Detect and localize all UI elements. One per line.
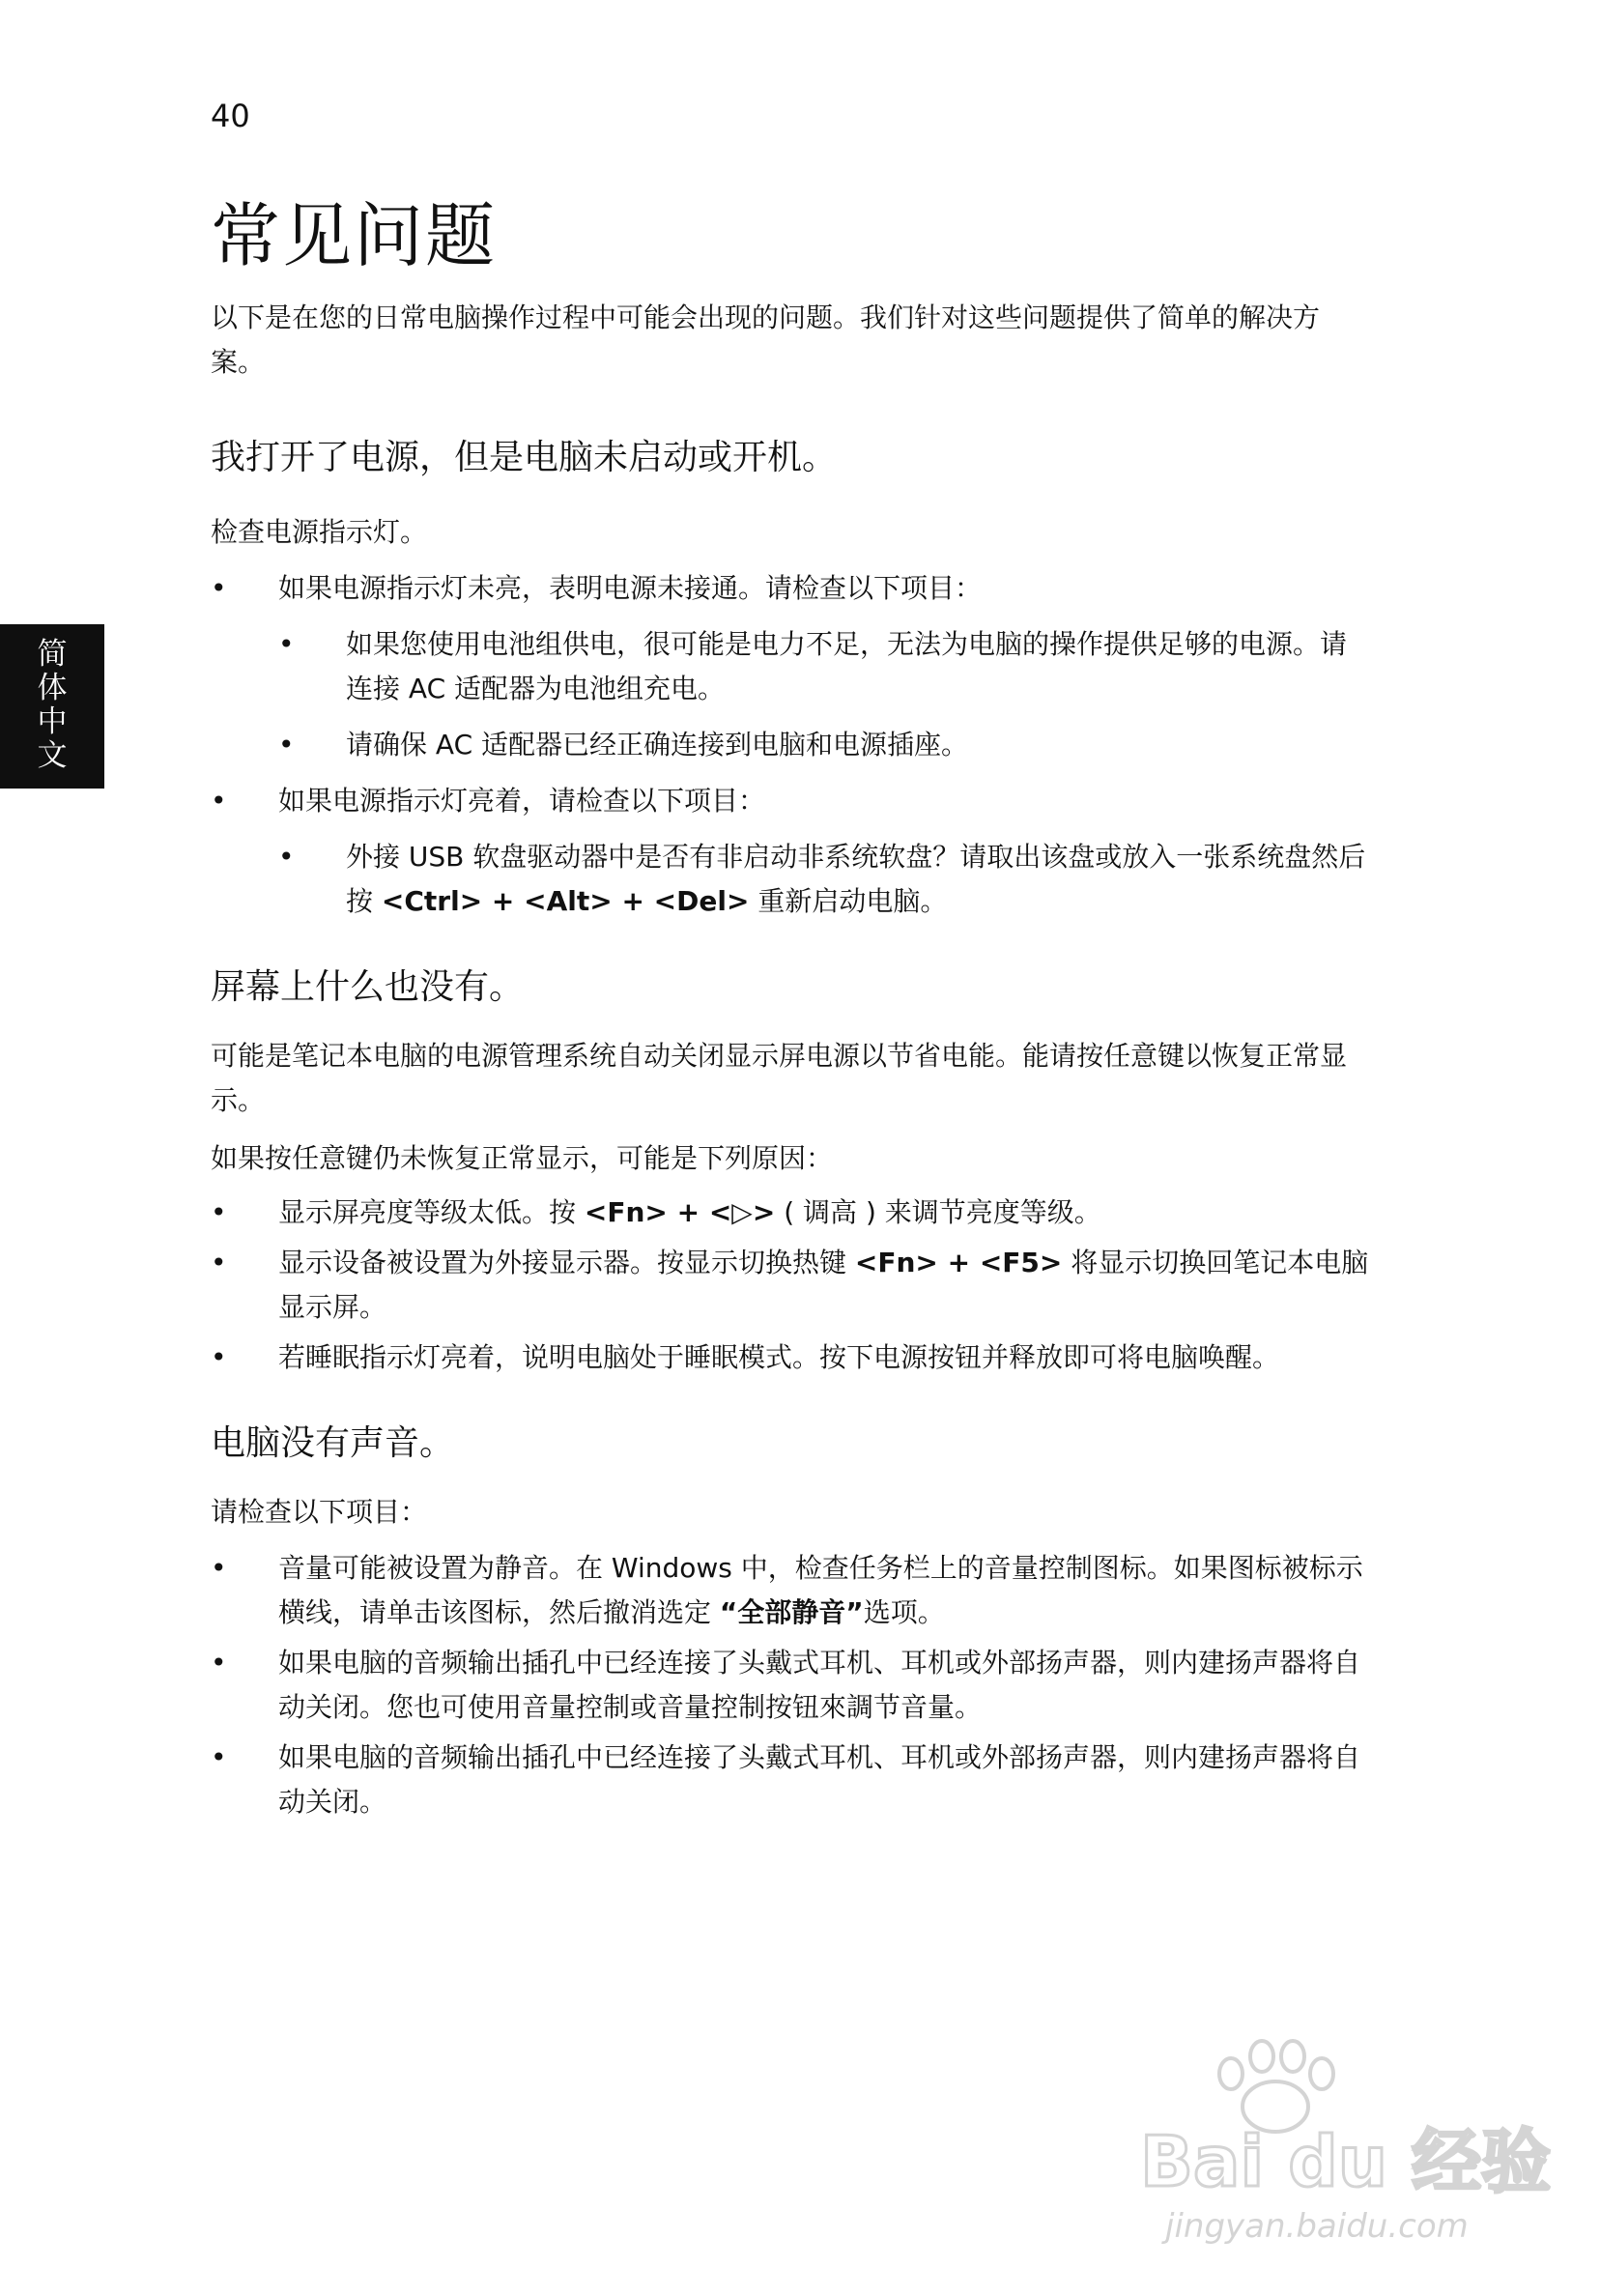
bullet-icon: • bbox=[211, 785, 227, 817]
list-item-text: 如果您使用电池组供电，很可能是电力不足，无法为电脑的操作提供足够的电源。请连接 AC 适配器为电池组充电。 bbox=[346, 628, 1348, 704]
list-item-text: 显示设备被设置为外接显示器。按显示切换热键 bbox=[278, 1247, 855, 1278]
sub-list-item bbox=[278, 723, 1370, 767]
bullet-icon: • bbox=[211, 1552, 227, 1584]
list-item-text: 选项。 bbox=[863, 1596, 945, 1628]
paw-logo-icon bbox=[1219, 2041, 1333, 2132]
bullet-icon: • bbox=[211, 1647, 227, 1679]
section-blank-screen-list bbox=[211, 1191, 1370, 1380]
bullet-icon: • bbox=[211, 1741, 227, 1773]
list-item bbox=[211, 1191, 1370, 1235]
language-side-tab-label: 简体中文 bbox=[37, 637, 68, 773]
list-item bbox=[211, 1335, 1370, 1380]
key-combo: <Fn> + <F5> bbox=[854, 1247, 1063, 1278]
sub-list-item bbox=[278, 835, 1370, 924]
list-item-text: 外接 USB 软盘驱动器中是否有非启动非系统软盘？请取出该盘或放入一张系统盘然后按 bbox=[346, 841, 1366, 917]
list-item-text: ( 调高 ) 来调节亮度等级。 bbox=[775, 1196, 1101, 1228]
page-title: 常见问题 bbox=[211, 195, 498, 276]
list-item-text: 如果电脑的音频输出插孔中已经连接了头戴式耳机、耳机或外部扬声器，则内建扬声器将自动关闭。 bbox=[278, 1741, 1361, 1818]
section-no-sound-list bbox=[211, 1546, 1370, 1824]
main-content bbox=[211, 189, 1370, 1824]
watermark-url: jingyan.baidu.com bbox=[1165, 2207, 1469, 2246]
list-item-text: 音量可能被设置为静音。在 Windows 中，检查任务栏上的音量控制图标。如果图标被标示横线，请单击该图标，然后撤消选定 bbox=[278, 1552, 1363, 1628]
watermark-brand: Bai du 经验 bbox=[1140, 2121, 1552, 2202]
bullet-icon: • bbox=[278, 729, 295, 761]
section-blank-screen-para: 如果按任意键仍未恢复正常显示，可能是下列原因： bbox=[211, 1142, 834, 1174]
sub-list-item bbox=[278, 622, 1370, 711]
bullet-icon: • bbox=[278, 628, 295, 660]
section-heading-no-sound: 电脑没有声音。 bbox=[211, 1423, 455, 1463]
list-item-text: 重新启动电脑。 bbox=[749, 885, 948, 917]
bullet-icon: • bbox=[278, 841, 295, 873]
language-side-tab bbox=[0, 624, 104, 789]
list-item-text: 请确保 AC 适配器已经正确连接到电脑和电源插座。 bbox=[346, 729, 969, 761]
section-heading-power: 我打开了电源，但是电脑未启动或开机。 bbox=[211, 438, 838, 477]
list-item bbox=[211, 779, 1370, 823]
bullet-icon: • bbox=[211, 1196, 227, 1228]
list-item-text: 如果电源指示灯亮着，请检查以下项目： bbox=[278, 785, 766, 817]
list-item-text: 将显示切换回笔记本电脑显示屏。 bbox=[278, 1247, 1369, 1323]
list-item-text: 如果电源指示灯未亮，表明电源未接通。请检查以下项目： bbox=[278, 572, 983, 604]
key-combo: <Fn> + <▷> bbox=[584, 1196, 776, 1228]
list-item bbox=[211, 566, 1370, 611]
list-item-text: 如果电脑的音频输出插孔中已经连接了头戴式耳机、耳机或外部扬声器，则内建扬声器将自动关闭。您也可使用音量控制或音量控制按钮來調节音量。 bbox=[278, 1647, 1361, 1723]
bullet-icon: • bbox=[211, 572, 227, 604]
baidu-jingyan-watermark bbox=[1130, 2039, 1556, 2252]
section-blank-screen-para: 可能是笔记本电脑的电源管理系统自动关闭显示屏电源以节省电能。能请按任意键以恢复正常显示。 bbox=[211, 1040, 1348, 1116]
key-combo: <Ctrl> + <Alt> + <Del> bbox=[381, 885, 750, 917]
list-item bbox=[211, 1241, 1370, 1330]
section-power-list bbox=[211, 566, 1370, 924]
section-power-lead: 检查电源指示灯。 bbox=[211, 516, 428, 548]
section-no-sound-lead: 请检查以下项目： bbox=[211, 1496, 428, 1528]
intro-paragraph: 以下是在您的日常电脑操作过程中可能会出现的问题。我们针对这些问题提供了简单的解决方案。 bbox=[211, 301, 1321, 378]
page-number: 40 bbox=[211, 98, 250, 134]
option-name: “全部静音” bbox=[719, 1596, 864, 1628]
bullet-icon: • bbox=[211, 1341, 227, 1373]
list-item bbox=[211, 1736, 1370, 1824]
bullet-icon: • bbox=[211, 1247, 227, 1278]
list-item-text: 显示屏亮度等级太低。按 bbox=[278, 1196, 585, 1228]
list-item bbox=[211, 1546, 1370, 1635]
section-heading-blank-screen: 屏幕上什么也没有。 bbox=[211, 967, 525, 1007]
list-item-text: 若睡眠指示灯亮着，说明电脑处于睡眠模式。按下电源按钮并释放即可将电脑唤醒。 bbox=[278, 1341, 1280, 1373]
list-item bbox=[211, 1641, 1370, 1730]
